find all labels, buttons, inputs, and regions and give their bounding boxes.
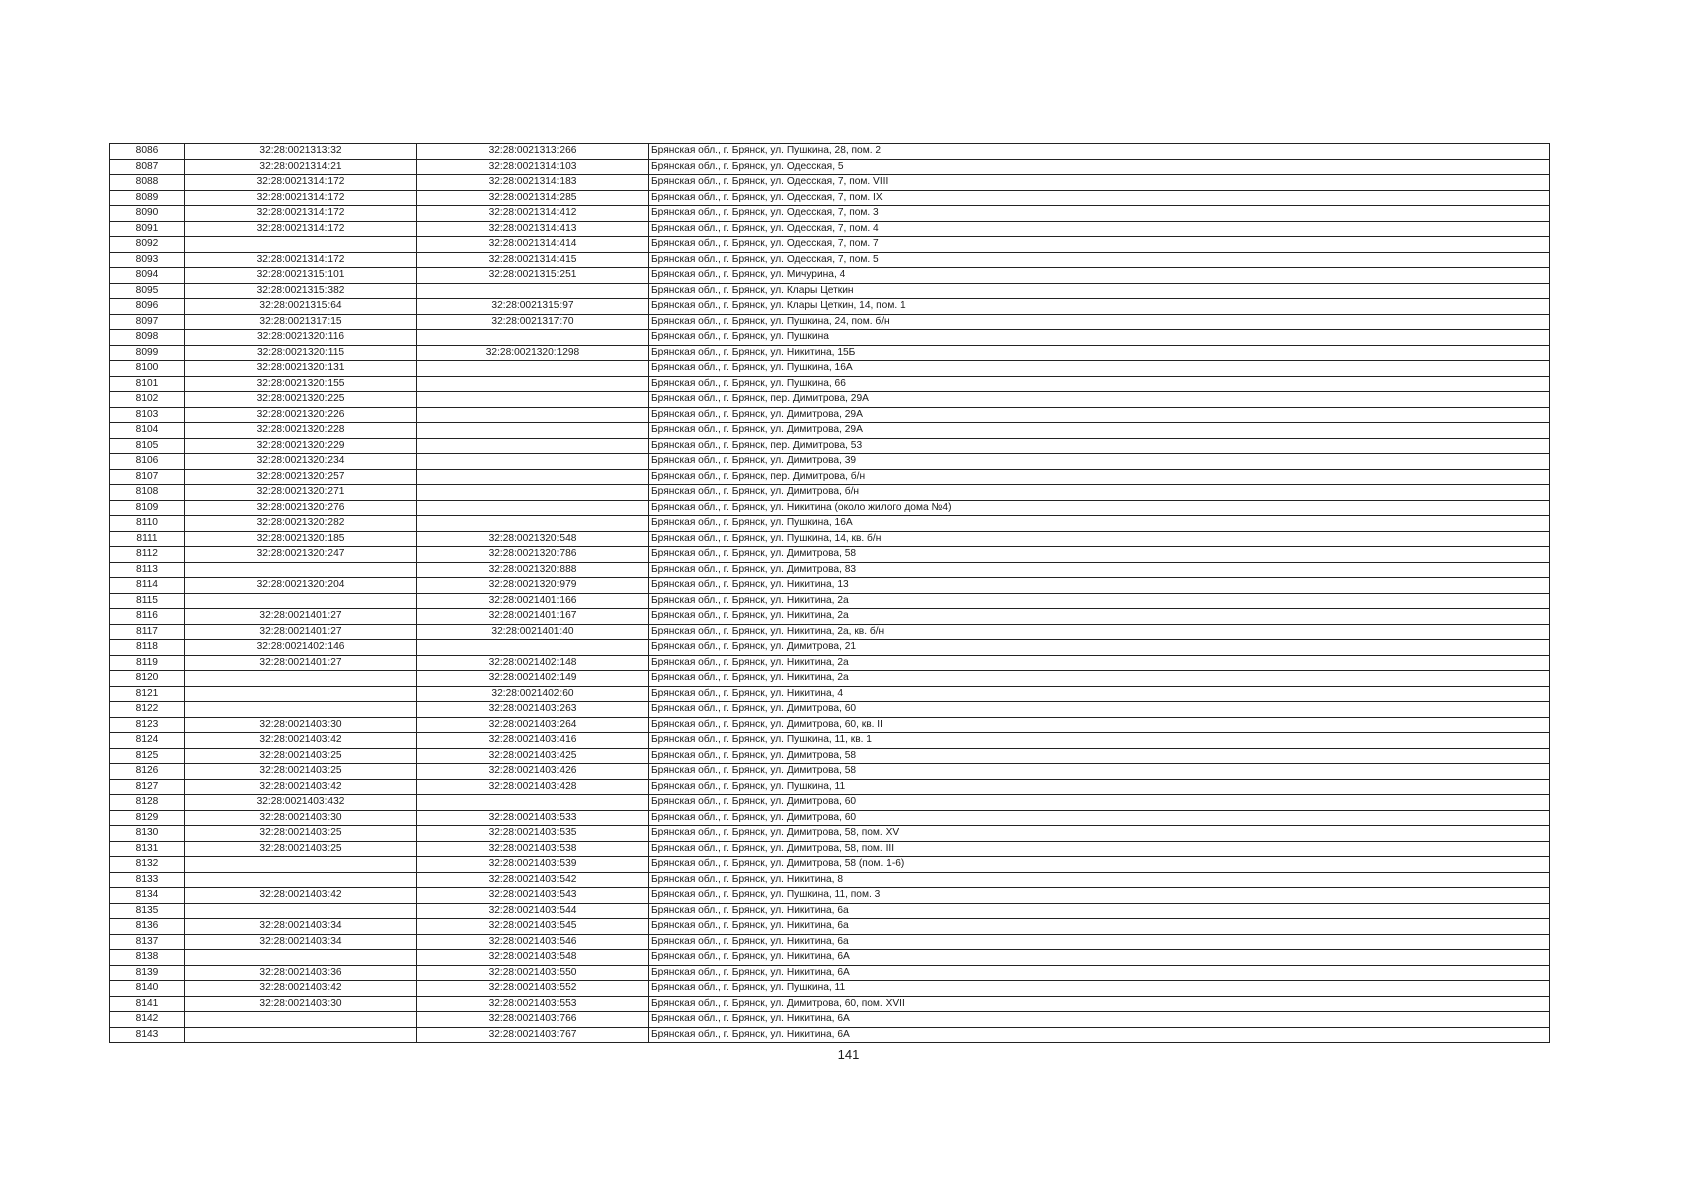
row-number-cell: 8123: [110, 717, 185, 733]
address-cell: Брянская обл., г. Брянск, ул. Никитина, 13: [649, 578, 1550, 594]
cadastral-number-cell: 32:28:0021313:266: [417, 144, 649, 160]
row-number-cell: 8137: [110, 934, 185, 950]
cadastral-number-cell: 32:28:0021403:42: [185, 733, 417, 749]
row-number-cell: 8139: [110, 965, 185, 981]
cadastral-number-cell: 32:28:0021314:172: [185, 175, 417, 191]
cadastral-number-cell: [185, 857, 417, 873]
cadastral-number-cell: 32:28:0021314:285: [417, 190, 649, 206]
cadastral-number-cell: 32:28:0021403:25: [185, 748, 417, 764]
row-number-cell: 8121: [110, 686, 185, 702]
cadastral-number-cell: 32:28:0021315:64: [185, 299, 417, 315]
table-row: [110, 903, 1550, 919]
table-row: [110, 795, 1550, 811]
row-number-cell: 8093: [110, 252, 185, 268]
address-cell: Брянская обл., г. Брянск, ул. Никитина, 2а, кв. б/н: [649, 624, 1550, 640]
address-cell: Брянская обл., г. Брянск, ул. Димитрова, 58: [649, 547, 1550, 563]
row-number-cell: 8112: [110, 547, 185, 563]
cadastral-number-cell: 32:28:0021403:36: [185, 965, 417, 981]
row-number-cell: 8106: [110, 454, 185, 470]
table-row: [110, 578, 1550, 594]
table-row: [110, 1012, 1550, 1028]
row-number-cell: 8111: [110, 531, 185, 547]
cadastral-number-cell: 32:28:0021403:538: [417, 841, 649, 857]
table-row: [110, 361, 1550, 377]
address-cell: Брянская обл., г. Брянск, ул. Никитина, 2а: [649, 609, 1550, 625]
cadastral-number-cell: 32:28:0021403:766: [417, 1012, 649, 1028]
address-cell: Брянская обл., г. Брянск, ул. Пушкина, 11, кв. 1: [649, 733, 1550, 749]
address-cell: Брянская обл., г. Брянск, ул. Никитина, 2а: [649, 655, 1550, 671]
table-row: [110, 655, 1550, 671]
page-number: 141: [837, 1047, 860, 1062]
table-row: [110, 175, 1550, 191]
address-cell: Брянская обл., г. Брянск, ул. Пушкина, 28, пом. 2: [649, 144, 1550, 160]
cadastral-number-cell: 32:28:0021403:42: [185, 981, 417, 997]
cadastral-number-cell: 32:28:0021403:30: [185, 810, 417, 826]
address-cell: Брянская обл., г. Брянск, ул. Димитрова, 39: [649, 454, 1550, 470]
row-number-cell: 8128: [110, 795, 185, 811]
cadastral-number-cell: 32:28:0021403:34: [185, 919, 417, 935]
row-number-cell: 8090: [110, 206, 185, 222]
registry-table-body: [110, 144, 1550, 1043]
table-row: [110, 237, 1550, 253]
table-row: [110, 562, 1550, 578]
cadastral-number-cell: 32:28:0021402:60: [417, 686, 649, 702]
cadastral-number-cell: 32:28:0021320:276: [185, 500, 417, 516]
row-number-cell: 8099: [110, 345, 185, 361]
table-row: [110, 717, 1550, 733]
table-row: [110, 299, 1550, 315]
row-number-cell: 8131: [110, 841, 185, 857]
address-cell: Брянская обл., г. Брянск, ул. Пушкина, 11: [649, 779, 1550, 795]
row-number-cell: 8135: [110, 903, 185, 919]
cadastral-number-cell: [185, 237, 417, 253]
table-row: [110, 438, 1550, 454]
table-row: [110, 407, 1550, 423]
cadastral-number-cell: 32:28:0021320:204: [185, 578, 417, 594]
cadastral-number-cell: [417, 485, 649, 501]
table-row: [110, 593, 1550, 609]
address-cell: Брянская обл., г. Брянск, ул. Пушкина, 16А: [649, 516, 1550, 532]
row-number-cell: 8113: [110, 562, 185, 578]
cadastral-number-cell: 32:28:0021403:535: [417, 826, 649, 842]
cadastral-number-cell: 32:28:0021403:552: [417, 981, 649, 997]
row-number-cell: 8102: [110, 392, 185, 408]
table-row: [110, 624, 1550, 640]
table-row: [110, 965, 1550, 981]
cadastral-number-cell: [417, 423, 649, 439]
cadastral-number-cell: [417, 392, 649, 408]
cadastral-number-cell: 32:28:0021320:888: [417, 562, 649, 578]
cadastral-number-cell: [417, 438, 649, 454]
address-cell: Брянская обл., г. Брянск, ул. Димитрова, 60: [649, 795, 1550, 811]
address-cell: Брянская обл., г. Брянск, ул. Мичурина, 4: [649, 268, 1550, 284]
table-row: [110, 221, 1550, 237]
cadastral-number-cell: 32:28:0021401:27: [185, 655, 417, 671]
address-cell: Брянская обл., г. Брянск, ул. Никитина, 15Б: [649, 345, 1550, 361]
row-number-cell: 8107: [110, 469, 185, 485]
address-cell: Брянская обл., г. Брянск, ул. Димитрова, 60, пом. XVII: [649, 996, 1550, 1012]
row-number-cell: 8089: [110, 190, 185, 206]
cadastral-number-cell: 32:28:0021314:412: [417, 206, 649, 222]
cadastral-number-cell: 32:28:0021403:548: [417, 950, 649, 966]
cadastral-number-cell: 32:28:0021403:42: [185, 888, 417, 904]
cadastral-number-cell: 32:28:0021403:428: [417, 779, 649, 795]
table-row: [110, 686, 1550, 702]
row-number-cell: 8096: [110, 299, 185, 315]
address-cell: Брянская обл., г. Брянск, ул. Пушкина: [649, 330, 1550, 346]
cadastral-number-cell: [417, 795, 649, 811]
address-cell: Брянская обл., г. Брянск, ул. Димитрова, 58 (пом. 1-6): [649, 857, 1550, 873]
table-row: [110, 314, 1550, 330]
address-cell: Брянская обл., г. Брянск, ул. Димитрова, 60: [649, 810, 1550, 826]
cadastral-number-cell: 32:28:0021315:382: [185, 283, 417, 299]
address-cell: Брянская обл., г. Брянск, ул. Никитина (около жилого дома №4): [649, 500, 1550, 516]
table-row: [110, 919, 1550, 935]
address-cell: Брянская обл., г. Брянск, ул. Никитина, 6а: [649, 934, 1550, 950]
cadastral-number-cell: 32:28:0021320:548: [417, 531, 649, 547]
table-row: [110, 376, 1550, 392]
table-row: [110, 159, 1550, 175]
table-row: [110, 996, 1550, 1012]
cadastral-number-cell: 32:28:0021320:282: [185, 516, 417, 532]
cadastral-number-cell: 32:28:0021315:97: [417, 299, 649, 315]
cadastral-number-cell: 32:28:0021403:416: [417, 733, 649, 749]
cadastral-number-cell: 32:28:0021314:172: [185, 252, 417, 268]
row-number-cell: 8116: [110, 609, 185, 625]
row-number-cell: 8127: [110, 779, 185, 795]
address-cell: Брянская обл., г. Брянск, ул. Димитрова, 58, пом. III: [649, 841, 1550, 857]
cadastral-number-cell: 32:28:0021317:70: [417, 314, 649, 330]
cadastral-number-cell: 32:28:0021403:425: [417, 748, 649, 764]
table-row: [110, 857, 1550, 873]
row-number-cell: 8103: [110, 407, 185, 423]
cadastral-number-cell: 32:28:0021403:550: [417, 965, 649, 981]
table-row: [110, 531, 1550, 547]
cadastral-number-cell: 32:28:0021314:21: [185, 159, 417, 175]
address-cell: Брянская обл., г. Брянск, ул. Одесская, 7, пом. VIII: [649, 175, 1550, 191]
row-number-cell: 8141: [110, 996, 185, 1012]
table-row: [110, 283, 1550, 299]
cadastral-number-cell: 32:28:0021320:116: [185, 330, 417, 346]
cadastral-number-cell: 32:28:0021320:257: [185, 469, 417, 485]
row-number-cell: 8114: [110, 578, 185, 594]
cadastral-number-cell: [417, 330, 649, 346]
table-row: [110, 547, 1550, 563]
table-row: [110, 934, 1550, 950]
cadastral-number-cell: 32:28:0021320:226: [185, 407, 417, 423]
cadastral-number-cell: 32:28:0021314:414: [417, 237, 649, 253]
cadastral-number-cell: 32:28:0021320:115: [185, 345, 417, 361]
table-row: [110, 640, 1550, 656]
address-cell: Брянская обл., г. Брянск, ул. Одесская, 7, пом. 7: [649, 237, 1550, 253]
row-number-cell: 8104: [110, 423, 185, 439]
cadastral-number-cell: 32:28:0021403:767: [417, 1027, 649, 1043]
table-row: [110, 469, 1550, 485]
cadastral-number-cell: [417, 469, 649, 485]
cadastral-number-cell: 32:28:0021403:545: [417, 919, 649, 935]
address-cell: Брянская обл., г. Брянск, пер. Димитрова, б/н: [649, 469, 1550, 485]
cadastral-number-cell: 32:28:0021313:32: [185, 144, 417, 160]
address-cell: Брянская обл., г. Брянск, ул. Никитина, 6А: [649, 1012, 1550, 1028]
address-cell: Брянская обл., г. Брянск, пер. Димитрова, 29А: [649, 392, 1550, 408]
cadastral-number-cell: 32:28:0021403:30: [185, 996, 417, 1012]
address-cell: Брянская обл., г. Брянск, ул. Одесская, 7, пом. 4: [649, 221, 1550, 237]
cadastral-number-cell: 32:28:0021403:30: [185, 717, 417, 733]
address-cell: Брянская обл., г. Брянск, ул. Димитрова, 29А: [649, 407, 1550, 423]
address-cell: Брянская обл., г. Брянск, ул. Никитина, 6а: [649, 903, 1550, 919]
cadastral-number-cell: 32:28:0021401:27: [185, 609, 417, 625]
table-row: [110, 144, 1550, 160]
registry-table: [109, 143, 1550, 1043]
cadastral-number-cell: 32:28:0021403:543: [417, 888, 649, 904]
cadastral-number-cell: [185, 593, 417, 609]
row-number-cell: 8126: [110, 764, 185, 780]
cadastral-number-cell: 32:28:0021403:553: [417, 996, 649, 1012]
address-cell: Брянская обл., г. Брянск, ул. Одесская, 7, пом. 3: [649, 206, 1550, 222]
cadastral-number-cell: [417, 500, 649, 516]
address-cell: Брянская обл., г. Брянск, ул. Димитрова, 58: [649, 748, 1550, 764]
cadastral-number-cell: 32:28:0021320:229: [185, 438, 417, 454]
row-number-cell: 8130: [110, 826, 185, 842]
row-number-cell: 8122: [110, 702, 185, 718]
cadastral-number-cell: 32:28:0021403:25: [185, 764, 417, 780]
cadastral-number-cell: 32:28:0021320:271: [185, 485, 417, 501]
row-number-cell: 8120: [110, 671, 185, 687]
cadastral-number-cell: 32:28:0021401:166: [417, 593, 649, 609]
cadastral-number-cell: [185, 562, 417, 578]
cadastral-number-cell: 32:28:0021403:25: [185, 841, 417, 857]
cadastral-number-cell: [185, 671, 417, 687]
table-row: [110, 826, 1550, 842]
row-number-cell: 8117: [110, 624, 185, 640]
address-cell: Брянская обл., г. Брянск, ул. Одесская, 7, пом. IX: [649, 190, 1550, 206]
cadastral-number-cell: 32:28:0021314:183: [417, 175, 649, 191]
address-cell: Брянская обл., г. Брянск, ул. Никитина, 6а: [649, 919, 1550, 935]
address-cell: Брянская обл., г. Брянск, ул. Пушкина, 24, пом. б/н: [649, 314, 1550, 330]
cadastral-number-cell: [417, 376, 649, 392]
cadastral-number-cell: [417, 407, 649, 423]
cadastral-number-cell: 32:28:0021401:27: [185, 624, 417, 640]
table-row: [110, 500, 1550, 516]
address-cell: Брянская обл., г. Брянск, ул. Димитрова, 58: [649, 764, 1550, 780]
table-row: [110, 516, 1550, 532]
cadastral-number-cell: 32:28:0021320:225: [185, 392, 417, 408]
address-cell: Брянская обл., г. Брянск, ул. Никитина, 6А: [649, 950, 1550, 966]
row-number-cell: 8105: [110, 438, 185, 454]
row-number-cell: 8110: [110, 516, 185, 532]
cadastral-number-cell: 32:28:0021403:546: [417, 934, 649, 950]
cadastral-number-cell: 32:28:0021320:228: [185, 423, 417, 439]
table-row: [110, 764, 1550, 780]
cadastral-number-cell: 32:28:0021320:1298: [417, 345, 649, 361]
address-cell: Брянская обл., г. Брянск, ул. Димитрова, 60, кв. II: [649, 717, 1550, 733]
address-cell: Брянская обл., г. Брянск, ул. Никитина, 2а: [649, 593, 1550, 609]
row-number-cell: 8132: [110, 857, 185, 873]
row-number-cell: 8095: [110, 283, 185, 299]
row-number-cell: 8109: [110, 500, 185, 516]
table-row: [110, 252, 1550, 268]
cadastral-number-cell: [185, 950, 417, 966]
table-row: [110, 485, 1550, 501]
table-row: [110, 748, 1550, 764]
table-row: [110, 1027, 1550, 1043]
cadastral-number-cell: 32:28:0021401:167: [417, 609, 649, 625]
table-row: [110, 423, 1550, 439]
cadastral-number-cell: 32:28:0021403:432: [185, 795, 417, 811]
cadastral-number-cell: 32:28:0021315:251: [417, 268, 649, 284]
cadastral-number-cell: 32:28:0021402:149: [417, 671, 649, 687]
row-number-cell: 8098: [110, 330, 185, 346]
cadastral-number-cell: 32:28:0021314:415: [417, 252, 649, 268]
table-row: [110, 454, 1550, 470]
address-cell: Брянская обл., г. Брянск, ул. Одесская, 5: [649, 159, 1550, 175]
cadastral-number-cell: [185, 872, 417, 888]
cadastral-number-cell: [185, 1027, 417, 1043]
address-cell: Брянская обл., г. Брянск, ул. Димитрова, 60: [649, 702, 1550, 718]
address-cell: Брянская обл., г. Брянск, ул. Димитрова, б/н: [649, 485, 1550, 501]
address-cell: Брянская обл., г. Брянск, ул. Клары Цеткин, 14, пом. 1: [649, 299, 1550, 315]
row-number-cell: 8108: [110, 485, 185, 501]
cadastral-number-cell: 32:28:0021403:263: [417, 702, 649, 718]
cadastral-number-cell: 32:28:0021403:544: [417, 903, 649, 919]
address-cell: Брянская обл., г. Брянск, ул. Никитина, 8: [649, 872, 1550, 888]
cadastral-number-cell: 32:28:0021314:103: [417, 159, 649, 175]
address-cell: Брянская обл., г. Брянск, ул. Пушкина, 11: [649, 981, 1550, 997]
address-cell: Брянская обл., г. Брянск, ул. Никитина, 6А: [649, 1027, 1550, 1043]
table-row: [110, 702, 1550, 718]
cadastral-number-cell: 32:28:0021320:786: [417, 547, 649, 563]
table-row: [110, 206, 1550, 222]
table-row: [110, 609, 1550, 625]
address-cell: Брянская обл., г. Брянск, ул. Никитина, 4: [649, 686, 1550, 702]
cadastral-number-cell: [417, 640, 649, 656]
address-cell: Брянская обл., г. Брянск, ул. Никитина, 2а: [649, 671, 1550, 687]
row-number-cell: 8097: [110, 314, 185, 330]
table-row: [110, 345, 1550, 361]
row-number-cell: 8092: [110, 237, 185, 253]
row-number-cell: 8091: [110, 221, 185, 237]
row-number-cell: 8134: [110, 888, 185, 904]
cadastral-number-cell: 32:28:0021320:155: [185, 376, 417, 392]
cadastral-number-cell: [417, 361, 649, 377]
row-number-cell: 8133: [110, 872, 185, 888]
row-number-cell: 8138: [110, 950, 185, 966]
row-number-cell: 8101: [110, 376, 185, 392]
address-cell: Брянская обл., г. Брянск, ул. Пушкина, 16А: [649, 361, 1550, 377]
address-cell: Брянская обл., г. Брянск, ул. Пушкина, 14, кв. б/н: [649, 531, 1550, 547]
row-number-cell: 8088: [110, 175, 185, 191]
row-number-cell: 8124: [110, 733, 185, 749]
table-row: [110, 671, 1550, 687]
address-cell: Брянская обл., г. Брянск, пер. Димитрова, 53: [649, 438, 1550, 454]
table-row: [110, 268, 1550, 284]
cadastral-number-cell: [417, 283, 649, 299]
cadastral-number-cell: 32:28:0021403:426: [417, 764, 649, 780]
table-row: [110, 981, 1550, 997]
cadastral-number-cell: 32:28:0021315:101: [185, 268, 417, 284]
cadastral-number-cell: 32:28:0021314:172: [185, 221, 417, 237]
cadastral-number-cell: 32:28:0021403:533: [417, 810, 649, 826]
cadastral-number-cell: 32:28:0021320:247: [185, 547, 417, 563]
table-row: [110, 733, 1550, 749]
row-number-cell: 8115: [110, 593, 185, 609]
cadastral-number-cell: 32:28:0021402:146: [185, 640, 417, 656]
cadastral-number-cell: 32:28:0021314:172: [185, 190, 417, 206]
row-number-cell: 8118: [110, 640, 185, 656]
cadastral-number-cell: 32:28:0021403:25: [185, 826, 417, 842]
row-number-cell: 8119: [110, 655, 185, 671]
table-row: [110, 190, 1550, 206]
address-cell: Брянская обл., г. Брянск, ул. Клары Цеткин: [649, 283, 1550, 299]
cadastral-number-cell: [417, 454, 649, 470]
cadastral-number-cell: 32:28:0021317:15: [185, 314, 417, 330]
cadastral-number-cell: [185, 702, 417, 718]
table-row: [110, 950, 1550, 966]
table-row: [110, 841, 1550, 857]
address-cell: Брянская обл., г. Брянск, ул. Димитрова, 58, пом. XV: [649, 826, 1550, 842]
address-cell: Брянская обл., г. Брянск, ул. Димитрова, 29А: [649, 423, 1550, 439]
cadastral-number-cell: 32:28:0021403:539: [417, 857, 649, 873]
address-cell: Брянская обл., г. Брянск, ул. Димитрова, 21: [649, 640, 1550, 656]
table-row: [110, 330, 1550, 346]
cadastral-number-cell: 32:28:0021314:172: [185, 206, 417, 222]
row-number-cell: 8136: [110, 919, 185, 935]
row-number-cell: 8125: [110, 748, 185, 764]
row-number-cell: 8142: [110, 1012, 185, 1028]
cadastral-number-cell: [185, 1012, 417, 1028]
row-number-cell: 8129: [110, 810, 185, 826]
row-number-cell: 8140: [110, 981, 185, 997]
cadastral-number-cell: 32:28:0021403:42: [185, 779, 417, 795]
address-cell: Брянская обл., г. Брянск, ул. Одесская, 7, пом. 5: [649, 252, 1550, 268]
cadastral-number-cell: 32:28:0021403:264: [417, 717, 649, 733]
cadastral-number-cell: 32:28:0021401:40: [417, 624, 649, 640]
cadastral-number-cell: 32:28:0021314:413: [417, 221, 649, 237]
address-cell: Брянская обл., г. Брянск, ул. Пушкина, 66: [649, 376, 1550, 392]
row-number-cell: 8143: [110, 1027, 185, 1043]
table-row: [110, 392, 1550, 408]
cadastral-number-cell: [185, 686, 417, 702]
cadastral-number-cell: 32:28:0021403:34: [185, 934, 417, 950]
table-row: [110, 888, 1550, 904]
cadastral-number-cell: 32:28:0021320:234: [185, 454, 417, 470]
cadastral-number-cell: [417, 516, 649, 532]
table-row: [110, 810, 1550, 826]
cadastral-number-cell: 32:28:0021320:185: [185, 531, 417, 547]
address-cell: Брянская обл., г. Брянск, ул. Пушкина, 11, пом. 3: [649, 888, 1550, 904]
row-number-cell: 8094: [110, 268, 185, 284]
table-row: [110, 872, 1550, 888]
address-cell: Брянская обл., г. Брянск, ул. Димитрова, 83: [649, 562, 1550, 578]
row-number-cell: 8100: [110, 361, 185, 377]
cadastral-number-cell: [185, 903, 417, 919]
cadastral-number-cell: 32:28:0021402:148: [417, 655, 649, 671]
row-number-cell: 8087: [110, 159, 185, 175]
cadastral-number-cell: 32:28:0021320:131: [185, 361, 417, 377]
table-row: [110, 779, 1550, 795]
address-cell: Брянская обл., г. Брянск, ул. Никитина, 6А: [649, 965, 1550, 981]
cadastral-number-cell: 32:28:0021403:542: [417, 872, 649, 888]
row-number-cell: 8086: [110, 144, 185, 160]
cadastral-number-cell: 32:28:0021320:979: [417, 578, 649, 594]
